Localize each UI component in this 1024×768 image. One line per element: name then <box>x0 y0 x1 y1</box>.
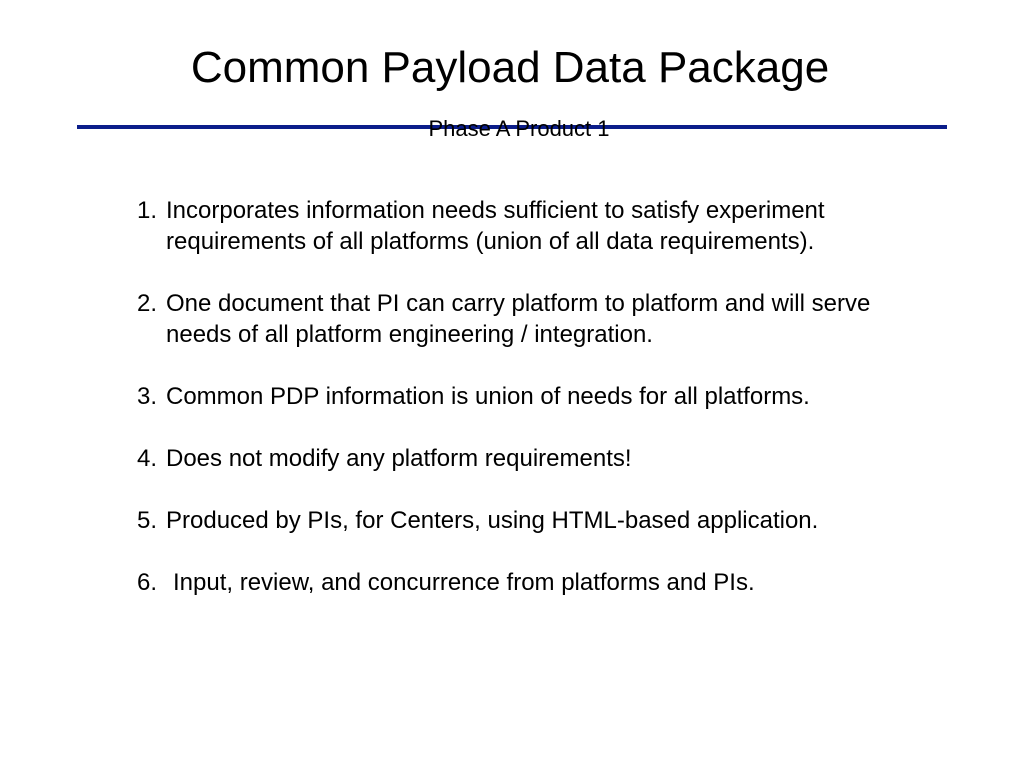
list-item-number: 3. <box>137 383 158 410</box>
list-item-number: 5. <box>137 507 158 534</box>
list-item-number: 4. <box>137 445 158 472</box>
list-item-text: Incorporates information needs sufficient to satisfy experiment requirements of all platforms (union of all data requirements). <box>166 197 825 255</box>
list-item <box>137 288 897 350</box>
list-item-text: One document that PI can carry platform to platform and will serve needs of all platform engineering / integration. <box>166 290 871 348</box>
list-item-text: Does not modify any platform requirements! <box>166 445 632 472</box>
list-item-text: Common PDP information is union of needs for all platforms. <box>166 383 810 410</box>
list-item-text: Produced by PIs, for Centers, using HTML-based application. <box>166 507 819 534</box>
list-item-text: Input, review, and concurrence from platforms and PIs. <box>173 569 755 596</box>
list-item-number: 1. <box>137 197 158 224</box>
list-item-number: 6. <box>137 569 158 596</box>
list-item-number: 2. <box>137 290 158 317</box>
slide-title: Common Payload Data Package <box>190 43 830 92</box>
slide-subtitle: Phase A Product 1 <box>428 116 610 141</box>
numbered-list <box>137 195 897 598</box>
list-item <box>137 443 897 474</box>
list-item <box>137 505 897 536</box>
list-item <box>137 567 897 598</box>
list-item <box>137 195 897 257</box>
list-item <box>137 381 897 412</box>
